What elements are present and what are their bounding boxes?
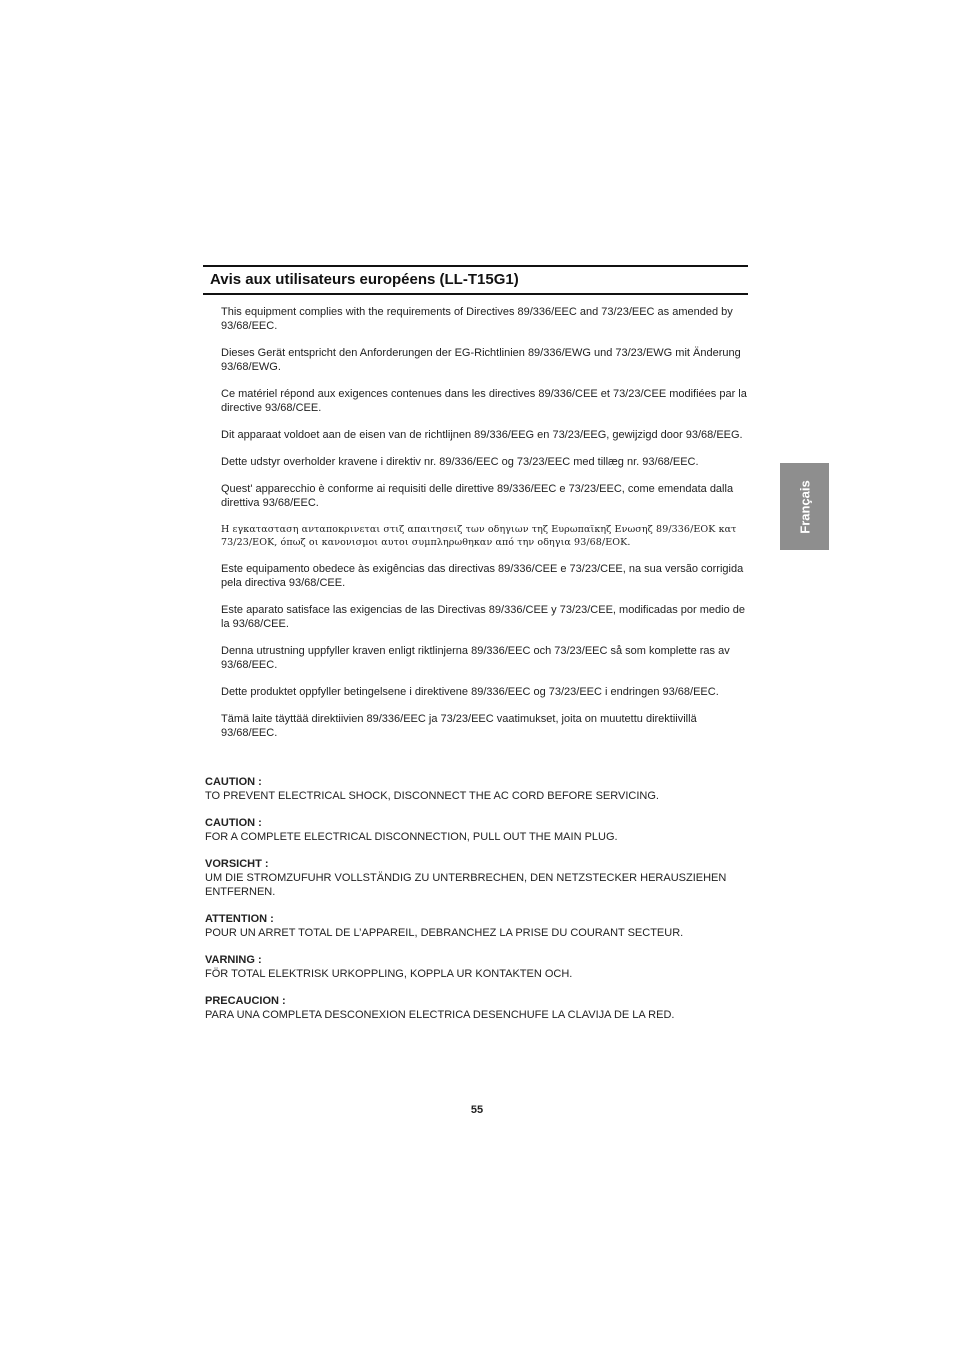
caution-block bbox=[205, 775, 765, 803]
caution-text: FÖR TOTAL ELEKTRISK URKOPPLING, KOPPLA UR KONTAKTEN OCH. bbox=[205, 968, 573, 980]
directive-portuguese: Este equipamento obedece às exigências das directivas 89/336/CEE e 73/23/CEE, na sua versão corrigida pela directiva 93/68/CEE. bbox=[221, 563, 744, 589]
language-tab-label: Français bbox=[797, 479, 812, 534]
caution-block bbox=[205, 912, 765, 940]
directive-danish: Dette udstyr overholder kravene i direktiv nr. 89/336/EEC og 73/23/EEC med tillæg nr. 93/68/EEC. bbox=[221, 456, 699, 468]
directive-dutch: Dit apparaat voldoet aan de eisen van de richtlijnen 89/336/EEG en 73/23/EEG, gewijzigd door 93/68/EEG. bbox=[221, 429, 743, 441]
caution-label: VORSICHT : bbox=[205, 858, 269, 870]
page-title: Avis aux utilisateurs européens (LL-T15G1) bbox=[210, 271, 519, 288]
directive-norwegian: Dette produktet oppfyller betingelsene i direktivene 89/336/EEC og 73/23/EEC i endringen 93/68/EEC. bbox=[221, 686, 719, 698]
caution-block bbox=[205, 816, 765, 844]
caution-block bbox=[205, 857, 765, 899]
caution-list bbox=[205, 775, 765, 1035]
caution-label: CAUTION : bbox=[205, 817, 262, 829]
directive-german: Dieses Gerät entspricht den Anforderungen der EG-Richtlinien 89/336/EWG und 73/23/EWG mit Änderung 93/68/EWG. bbox=[221, 347, 741, 373]
caution-label: VARNING : bbox=[205, 954, 262, 966]
caution-label: PRECAUCION : bbox=[205, 995, 286, 1007]
directive-spanish: Este aparato satisface las exigencias de las Directivas 89/336/CEE y 73/23/CEE, modificadas por medio de la 93/68/CEE. bbox=[221, 604, 745, 630]
caution-text: FOR A COMPLETE ELECTRICAL DISCONNECTION, PULL OUT THE MAIN PLUG. bbox=[205, 831, 618, 843]
caution-block bbox=[205, 953, 765, 981]
caution-text: UM DIE STROMZUFUHR VOLLSTÄNDIG ZU UNTERBRECHEN, DEN NETZSTECKER HERAUSZIEHEN ENTFERNEN. bbox=[205, 872, 727, 898]
page-number: 55 bbox=[470, 1104, 484, 1116]
language-tab bbox=[780, 463, 829, 550]
directive-finnish: Tämä laite täyttää direktiivien 89/336/EEC ja 73/23/EEC vaatimukset, joita on muutettu direktiivillä 93/68/EEC. bbox=[221, 713, 697, 739]
directive-english: This equipment complies with the requirements of Directives 89/336/EEC and 73/23/EEC as amended by 93/68/EEC. bbox=[221, 306, 733, 332]
caution-label: ATTENTION : bbox=[205, 913, 274, 925]
caution-label: CAUTION : bbox=[205, 776, 262, 788]
section-header bbox=[203, 265, 748, 295]
caution-text: POUR UN ARRET TOTAL DE L’APPAREIL, DEBRANCHEZ LA PRISE DU COURANT SECTEUR. bbox=[205, 927, 684, 939]
directive-italian: Quest' apparecchio è conforme ai requisiti delle direttive 89/336/EEC e 73/23/EEC, come emendata dalla direttiva 93/68/EEC. bbox=[221, 483, 734, 509]
caution-text: PARA UNA COMPLETA DESCONEXION ELECTRICA DESENCHUFE LA CLAVIJA DE LA RED. bbox=[205, 1009, 675, 1021]
directive-swedish: Denna utrustning uppfyller kraven enligt riktlinjerna 89/336/EEC och 73/23/EEC så som komplette ras av 93/68/EEC. bbox=[221, 645, 730, 671]
directive-list bbox=[221, 305, 748, 753]
directive-french: Ce matériel répond aux exigences contenues dans les directives 89/336/CEE et 73/23/CEE modifiées par la directive 93/68/CEE. bbox=[221, 388, 747, 414]
caution-block bbox=[205, 994, 765, 1022]
directive-greek: Η εγκατασταση ανταποκρινεται στιζ απαιτησειζ των οδηγιων τηζ Ευρωπαϊκηζ Ενωσηζ 89/336/ΕΟΚ κατ 73/23/ΕΟΚ, όπωζ οι κανονισμοι αυτοι συμπληρωθηκαν από την οδηγια 93/68/ΕΟΚ. bbox=[221, 524, 737, 548]
caution-text: TO PREVENT ELECTRICAL SHOCK, DISCONNECT THE AC CORD BEFORE SERVICING. bbox=[205, 790, 659, 802]
